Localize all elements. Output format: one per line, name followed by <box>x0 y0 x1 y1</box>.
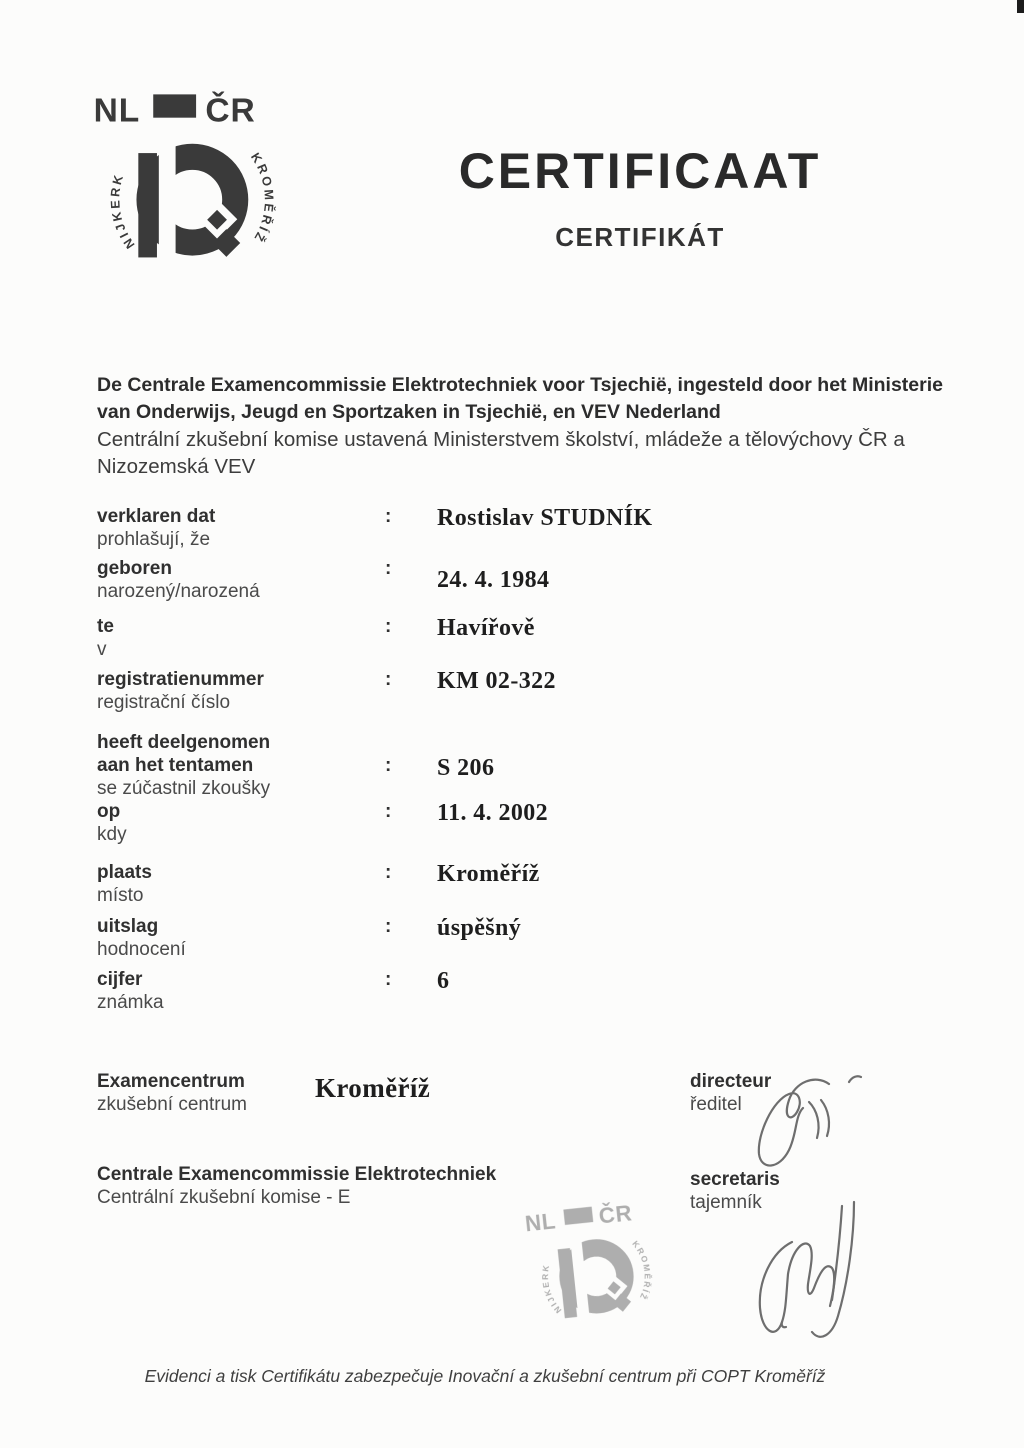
field-value: 11. 4. 2002 <box>437 800 549 826</box>
svg-text:KROMĚŘÍŽ <box>248 150 277 246</box>
field-value: 24. 4. 1984 <box>437 567 550 593</box>
issuer-text-cz: Centrální zkušební komise ustavená Ministerstvem školství, mládeže a tělovýchovy ČR a Nizozemská VEV <box>97 428 905 478</box>
field-label-cz: v <box>97 639 107 660</box>
field-label-nl-line2: aan het tentamen <box>97 755 254 776</box>
exam-centre-label-cz: zkušební centrum <box>97 1094 247 1115</box>
field-label-nl: registratienummer <box>97 669 264 690</box>
field-colon: : <box>385 506 392 527</box>
field-value: 6 <box>437 968 450 994</box>
field-row-registratienummer <box>97 668 957 714</box>
field-value: Havířově <box>437 615 535 641</box>
field-value: Kroměříž <box>437 861 540 887</box>
secretary-label-cz: tajemník <box>690 1192 762 1213</box>
svg-text:NIJKERK <box>108 171 137 251</box>
field-value: Rostislav STUDNÍK <box>437 505 653 531</box>
field-colon: : <box>385 669 392 690</box>
field-colon: : <box>385 616 392 637</box>
field-colon: : <box>385 862 392 883</box>
logo-city-right: KROMĚŘÍŽ <box>247 150 277 246</box>
field-label-cz: hodnocení <box>97 939 186 960</box>
nl-cr-stamp <box>520 1194 669 1335</box>
field-label-cz: narozený/narozená <box>97 581 260 602</box>
field-label-nl: te <box>97 616 114 637</box>
field-label-nl: geboren <box>97 558 172 579</box>
commission-label-nl: Centrale Examencommissie Elektrotechniek <box>97 1164 497 1185</box>
commission-label-cz: Centrální zkušební komise - E <box>97 1187 351 1208</box>
field-colon: : <box>385 755 392 776</box>
certificate-title-nl: CERTIFICAAT <box>458 143 822 199</box>
field-label-nl: verklaren dat <box>97 506 216 527</box>
field-label-cz: se zúčastnil zkoušky <box>97 778 271 799</box>
logo-country-left: NL <box>93 92 141 130</box>
issuer-paragraph <box>97 372 947 480</box>
field-row-te <box>97 615 957 661</box>
field-row-cijfer <box>97 968 957 1014</box>
field-row-geboren <box>97 557 957 603</box>
footer-note: Evidenci a tisk Certifikátu zabezpečuje Inovační a zkušební centrum při COPT Kroměříž <box>144 1366 826 1386</box>
field-value: S 206 <box>437 755 495 781</box>
exam-centre-value: Kroměříž <box>315 1073 431 1103</box>
director-label-nl: directeur <box>690 1071 772 1092</box>
field-row-plaats <box>97 861 957 907</box>
logo-city-left: NIJKERK <box>108 171 138 252</box>
field-label-nl: op <box>97 801 121 822</box>
secretary-signature <box>748 1150 870 1350</box>
field-label-cz: kdy <box>97 824 127 845</box>
field-colon: : <box>385 916 392 937</box>
issuer-text-nl: De Centrale Examencommissie Elektrotechniek voor Tsjechië, ingesteld door het Ministerie van Onderwijs, Jeugd en Sportzaken in Tsjechië, en VEV Nederland <box>97 374 943 423</box>
field-row-uitslag <box>97 915 957 961</box>
field-value: úspěšný <box>437 915 522 941</box>
field-label-cz: prohlašují, že <box>97 529 211 550</box>
field-label-nl: cijfer <box>97 969 143 990</box>
logo-country-right: ČR <box>205 92 256 130</box>
logo-flag-icon <box>153 94 196 117</box>
director-label-cz: ředitel <box>690 1094 742 1115</box>
scan-artifact <box>1017 0 1024 13</box>
field-label-cz: registrační číslo <box>97 692 231 713</box>
title-block <box>350 145 930 253</box>
field-label-cz: známka <box>97 992 164 1013</box>
exam-centre-block <box>97 1070 577 1116</box>
field-value: KM 02-322 <box>437 668 556 694</box>
field-label-cz: místo <box>97 885 144 906</box>
field-label-nl: plaats <box>97 862 152 883</box>
field-row-tentamen <box>97 731 957 800</box>
exam-centre-label-nl: Examencentrum <box>97 1071 245 1092</box>
field-row-op <box>97 800 957 846</box>
field-label-nl: uitslag <box>97 916 159 937</box>
field-colon: : <box>385 801 392 822</box>
certificate-title-cz: CERTIFIKÁT <box>555 222 725 252</box>
field-colon: : <box>385 558 392 579</box>
field-label-nl: heeft deelgenomen <box>97 732 271 753</box>
secretary-label-nl: secretaris <box>690 1169 780 1190</box>
field-row-verklaren-dat <box>97 505 957 551</box>
field-colon: : <box>385 969 392 990</box>
nl-cr-quality-logo <box>88 86 293 277</box>
